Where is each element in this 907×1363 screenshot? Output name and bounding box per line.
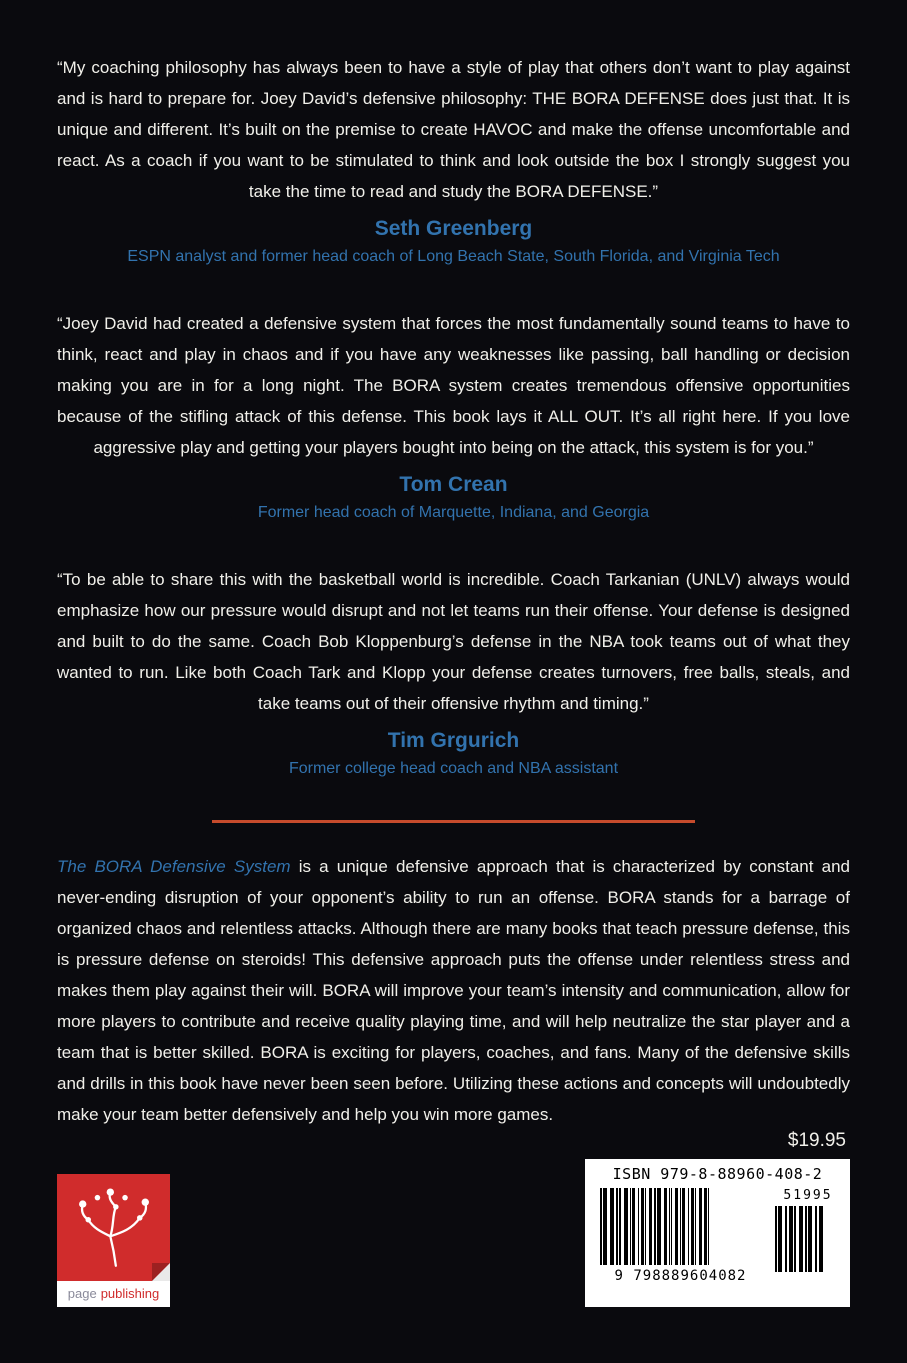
quote-text: “Joey David had created a defensive system that forces the most fundamentally sound teams to have to think, react and play in chaos and if you have any weaknesses like passing, ball handling or decision making you are in for a long night. The BORA system creates tremendous offensive opportunities because of the stifling attack of this defense. This book lays it ALL OUT. It’s all right here. If you love aggressive play and getting your players bought into being on the attack, this system is for you.” (57, 314, 850, 457)
price-label: $19.95 (787, 1130, 846, 1151)
author-credit: Former head coach of Marquette, Indiana, and Georgia (257, 504, 650, 521)
quote-text: “To be able to share this with the basketball world is incredible. Coach Tarkanian (UNLV) always would emphasize how our pressure would disrupt and not let teams run their offense. Your defense is designed and built to do the same. Coach Bob Kloppenburg’s defense in the NBA took teams out of what they wanted to run. Like both Coach Tark and Klopp your defense creates turnovers, free balls, steals, and take teams out of their offensive rhythm and timing.” (57, 570, 850, 713)
section-divider (212, 820, 695, 823)
barcode-isbn-label: ISBN 979-8-88960-408-2 (612, 1165, 823, 1183)
barcode-addon-label: 51995 (783, 1188, 833, 1203)
barcode-number: 9 798889604082 (614, 1268, 747, 1284)
barcode (585, 1159, 850, 1307)
author-name: Seth Greenberg (374, 217, 533, 240)
author-name: Tim Grgurich (387, 729, 520, 752)
description-lead: The BORA Defensive System (57, 857, 291, 876)
logo-tree-icon (57, 1174, 170, 1281)
publisher-logo (57, 1174, 170, 1307)
author-credit: Former college head coach and NBA assistant (288, 760, 619, 777)
barcode-addon-bars (775, 1206, 841, 1272)
author-name: Tom Crean (399, 473, 508, 496)
description-body: is a unique defensive approach that is characterized by constant and never-ending disruption of your opponent’s ability to run an offense. BORA stands for a barrage of organized chaos and relentless attacks. Although there are many books that teach pressure defense, this is pressure defense on steroids! This defensive approach puts the offense under relentless stress and makes them play against their will. BORA will improve your team’s intensity and communication, allow for more players to contribute and receive quality playing time, and will help neutralize the star player and a team that is better skilled. BORA is exciting for players, coaches, and fans. Many of the defensive skills and drills in this book have never been seen before. Utilizing these actions and concepts will undoubtedly make your team better defensively and help you win more games. (57, 857, 850, 1124)
book-description (57, 851, 850, 1130)
quote-text: “My coaching philosophy has always been to have a style of play that others don’t want to play against and is hard to prepare for. Joey David’s defensive philosophy: THE BORA DEFENSE does just that. It is unique and different. It’s built on the premise to create HAVOC and make the offense uncomfortable and react. As a coach if you want to be stimulated to think and look outside the box I strongly suggest you take the time to read and study the BORA DEFENSE.” (57, 58, 850, 201)
publisher-name: page publishing (57, 1281, 170, 1307)
cover-footer (0, 1130, 907, 1363)
author-credit: ESPN analyst and former head coach of Long Beach State, South Florida, and Virginia Tech (127, 248, 780, 265)
barcode-main-bars (594, 1188, 767, 1265)
